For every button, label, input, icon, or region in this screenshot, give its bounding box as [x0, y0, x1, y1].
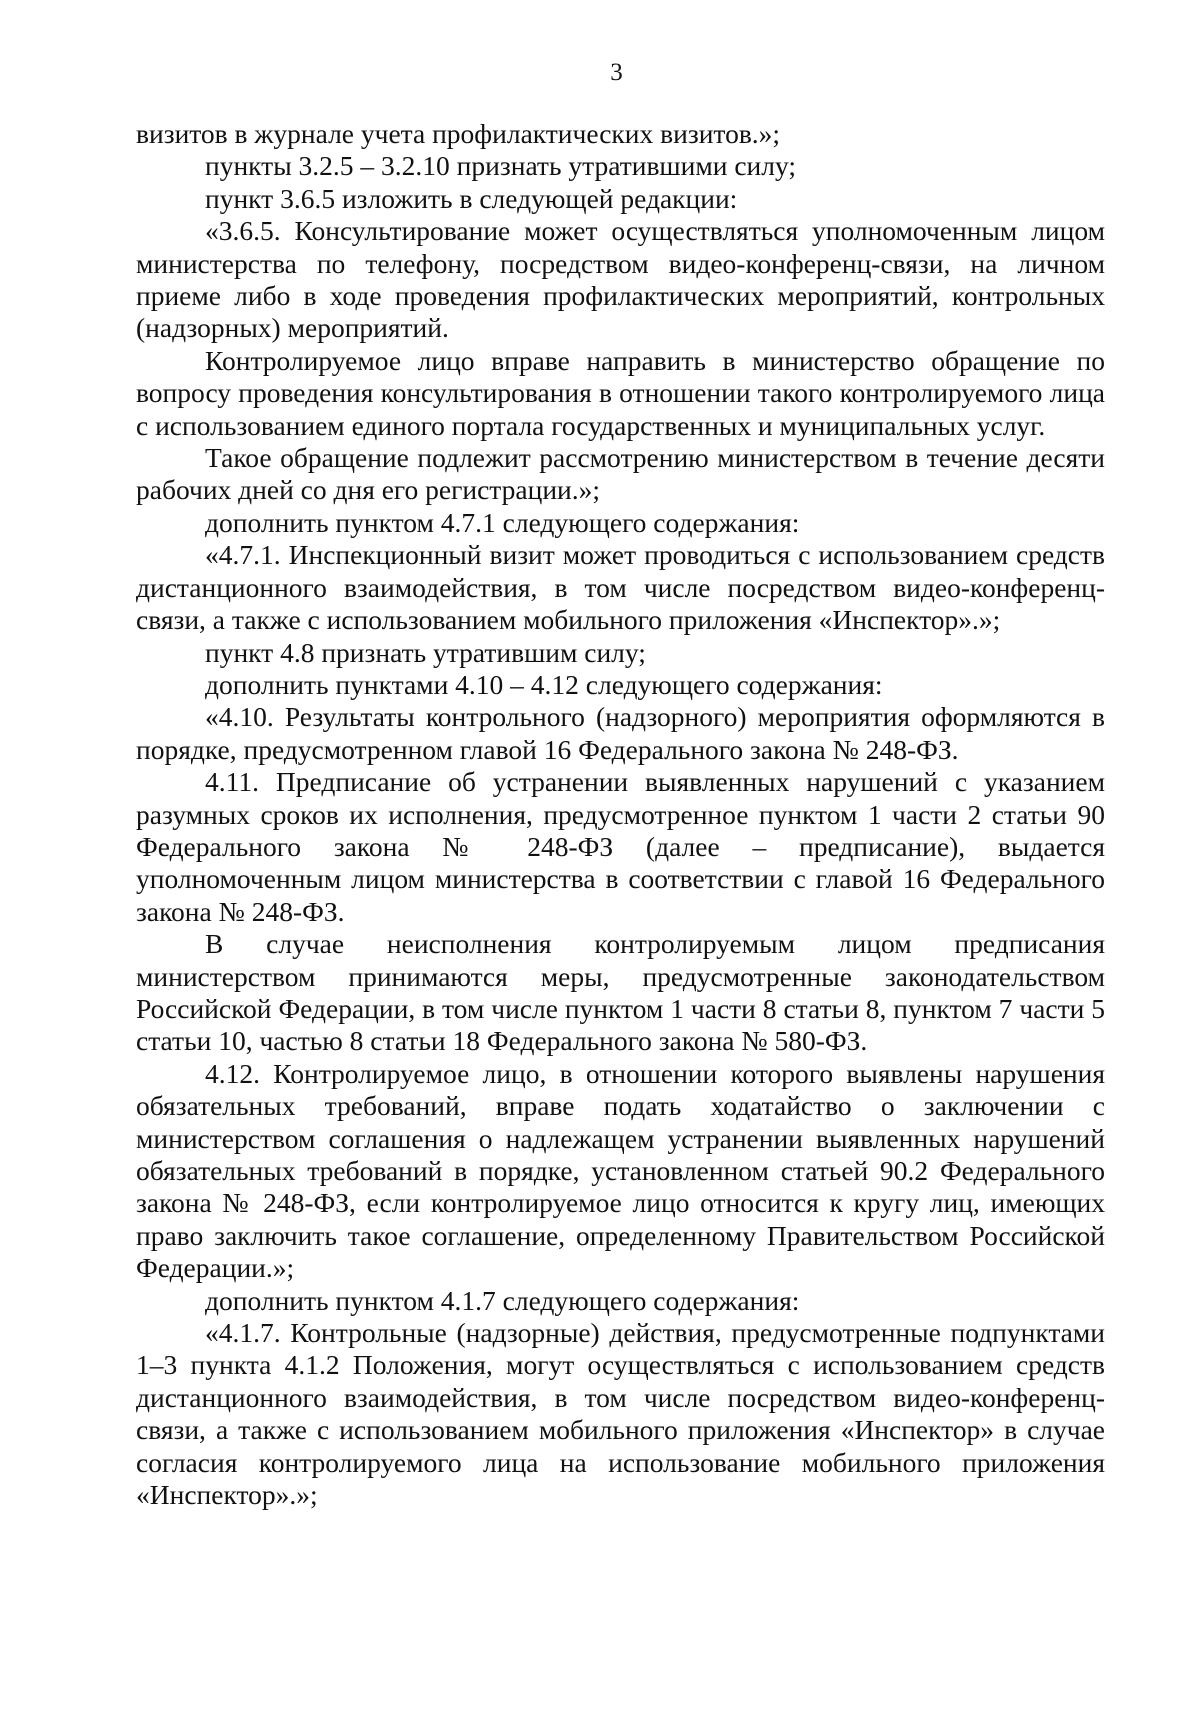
paragraph-8: «4.7.1. Инспекционный визит может проводиться с использованием средств дистанционного взаимодействия, в том числе посредством видео-конференц-связи, а также с использованием мобильного приложения «Инспектор».»; — [136, 539, 1105, 636]
paragraph-2: пункты 3.2.5 – 3.2.10 признать утратившими силу; — [205, 150, 796, 182]
paragraph-9: пункт 4.8 признать утратившим силу; — [205, 636, 646, 668]
document-body — [136, 118, 1105, 1511]
paragraph-3: пункт 3.6.5 изложить в следующей редакции: — [205, 182, 738, 214]
paragraph-4: «3.6.5. Консультирование может осуществляться уполномоченным лицом министерства по телефону, посредством видео-конференц-связи, на личном приеме либо в ходе проведения профилактических мероприятий, контрольных (надзорных) мероприятий. — [136, 215, 1105, 344]
paragraph-15: дополнить пунктом 4.1.7 следующего содержания: — [205, 1284, 800, 1316]
paragraph-10: дополнить пунктами 4.10 – 4.12 следующего содержания: — [205, 668, 883, 700]
paragraph-12: 4.11. Предписание об устранении выявленных нарушений с указанием разумных сроков их исполнения, предусмотренное пунктом 1 части 2 статьи 90 Федерального закона № 248-ФЗ (далее – предписание), выдается уполномоченным лицом министерства в соответствии с главой 16 Федерального закона № 248-ФЗ. — [136, 766, 1105, 927]
paragraph-14: 4.12. Контролируемое лицо, в отношении которого выявлены нарушения обязательных требований, вправе подать ходатайство о заключении с министерством соглашения о надлежащем устранении выявленных нарушений обязательных требований в порядке, установленном статьей 90.2 Федерального закона № 248-ФЗ, если контролируемое лицо относится к кругу лиц, имеющих право заключить такое соглашение, определенному Правительством Российской Федерации.»; — [136, 1057, 1105, 1284]
page-number: 3 — [610, 59, 623, 86]
paragraph-5: Контролируемое лицо вправе направить в министерство обращение по вопросу проведения консультирования в отношении такого контролируемого лица с использованием единого портала государственных и муниципальных услуг. — [136, 344, 1105, 441]
paragraph-16: «4.1.7. Контрольные (надзорные) действия, предусмотренные подпунктами 1–3 пункта 4.1.2 Положения, могут осуществляться с использованием средств дистанционного взаимодействия, в том числе посредством видео-конференц-связи, а также с использованием мобильного приложения «Инспектор» в случае согласия контролируемого лица на использование мобильного приложения «Инспектор».»; — [136, 1317, 1105, 1511]
paragraph-1: визитов в журнале учета профилактических визитов.»; — [136, 118, 781, 149]
paragraph-6: Такое обращение подлежит рассмотрению министерством в течение десяти рабочих дней со дня его регистрации.»; — [136, 442, 1105, 506]
paragraph-11: «4.10. Результаты контрольного (надзорного) мероприятия оформляются в порядке, предусмотренном главой 16 Федерального закона № 248-ФЗ. — [136, 701, 1105, 765]
paragraph-7: дополнить пунктом 4.7.1 следующего содержания: — [205, 506, 800, 538]
paragraph-13: В случае неисполнения контролируемым лицом предписания министерством принимаются меры, предусмотренные законодательством Российской Федерации, в том числе пунктом 1 части 8 статьи 8, пунктом 7 части 5 статьи 10, частью 8 статьи 18 Федерального закона № 580-ФЗ. — [136, 928, 1105, 1057]
